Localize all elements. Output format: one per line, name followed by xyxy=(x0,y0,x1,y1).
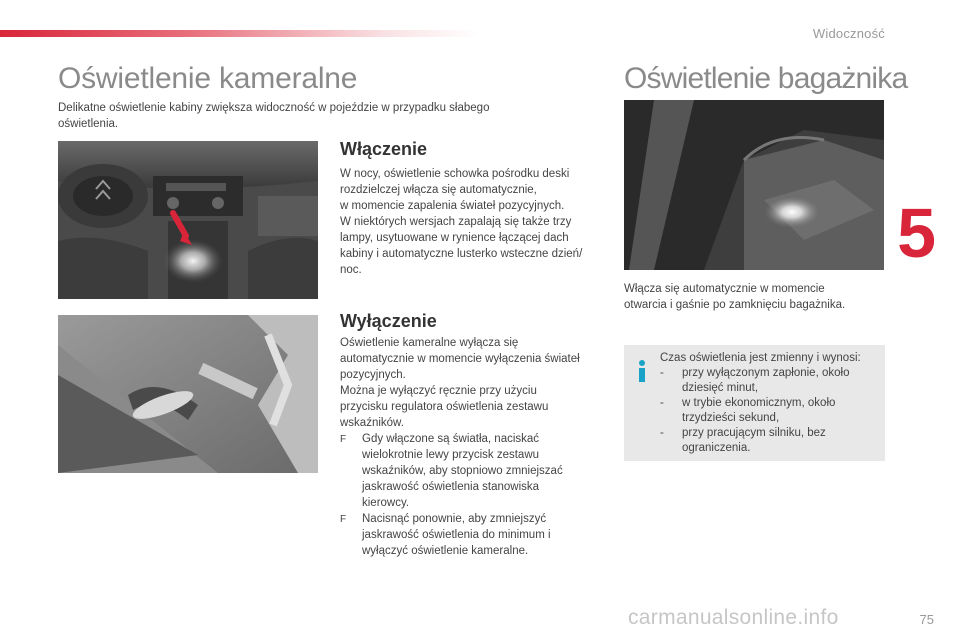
text-line: wskaźników, aby stopniowo zmniejszać xyxy=(362,465,563,477)
dash-mark: - xyxy=(660,397,664,409)
cabin-light-title: Oświetlenie kameralne xyxy=(58,62,358,95)
text-line: ograniczenia. xyxy=(682,442,751,454)
info-content xyxy=(660,351,880,456)
text-line: trzydzieści sekund, xyxy=(682,412,780,424)
text-line: wskaźników. xyxy=(340,417,404,429)
bullet-mark: F xyxy=(340,514,347,525)
dash-mark: - xyxy=(660,367,664,379)
text-line: Gdy włączone są światła, naciskać xyxy=(362,433,540,445)
switch-on-text xyxy=(340,166,610,278)
chapter-number: 5 xyxy=(897,194,936,272)
info-item xyxy=(660,426,880,456)
dashboard-photo xyxy=(58,141,318,299)
text-line: W niektórych wersjach zapalają się także trzy xyxy=(340,216,572,228)
text-line: Można je wyłączyć ręcznie przy użyciu xyxy=(340,385,537,397)
page-number: 75 xyxy=(919,612,934,627)
text-line: automatycznie w momencie wyłączenia świateł xyxy=(340,353,580,365)
text-line: kierowcy. xyxy=(362,497,410,509)
text-line: pozycyjnych. xyxy=(340,369,406,381)
text-line: kabiny i automatyczne lusterko wsteczne dzień/ xyxy=(340,248,583,260)
text-line: jaskrawość oświetlenia stanowiska xyxy=(362,481,540,493)
text-line: jaskrawość oświetlenia do minimum i xyxy=(362,529,551,541)
info-icon xyxy=(634,359,650,383)
text-line: dziesięć minut, xyxy=(682,382,759,394)
mirror-photo xyxy=(58,315,318,473)
bullet-item xyxy=(340,511,610,559)
info-item xyxy=(660,396,880,426)
watermark: carmanualsonline.info xyxy=(628,606,839,629)
trunk-light-description xyxy=(624,281,884,313)
text-line: otwarcia i gaśnie po zamknięciu bagażnika. xyxy=(624,299,846,311)
text-line: W nocy, oświetlenie schowka pośrodku deski xyxy=(340,168,570,180)
text-line: przy pracującym silniku, bez xyxy=(682,427,826,439)
header-accent-bar xyxy=(0,30,480,37)
bullet-item xyxy=(340,431,610,511)
cabin-light-intro: Delikatne oświetlenie kabiny zwiększa widoczność w pojeździe w przypadku słabego oświetlenia. xyxy=(58,102,490,130)
trunk-light-title: Oświetlenie bagażnika xyxy=(624,62,908,95)
info-box xyxy=(624,345,885,461)
text-line: w trybie ekonomicznym, około xyxy=(682,397,836,409)
text-line: rozdzielczej włącza się automatycznie, xyxy=(340,184,537,196)
text-line: Oświetlenie kameralne wyłącza się xyxy=(340,337,519,349)
switch-on-heading: Włączenie xyxy=(340,139,428,159)
text-line: Włącza się automatycznie w momencie xyxy=(624,283,825,295)
text-line: przycisku regulatora oświetlenia zestawu xyxy=(340,401,549,413)
trunk-photo xyxy=(624,100,884,270)
text-line: w momencie zapalenia świateł pozycyjnych. xyxy=(340,200,565,212)
switch-off-heading: Wyłączenie xyxy=(340,311,437,331)
info-item xyxy=(660,366,880,396)
text-line: lampy, usytuowane w rynience łączącej dach xyxy=(340,232,569,244)
switch-off-text xyxy=(340,335,610,559)
text-line: noc. xyxy=(340,264,362,276)
text-line: Nacisnąć ponownie, aby zmniejszyć xyxy=(362,513,547,525)
bullet-mark: F xyxy=(340,434,347,445)
text-line: przy wyłączonym zapłonie, około xyxy=(682,367,850,379)
text-line: wyłączyć oświetlenie kameralne. xyxy=(362,545,529,557)
dash-mark: - xyxy=(660,427,664,439)
text-line: wielokrotnie lewy przycisk zestawu xyxy=(362,449,540,461)
info-intro: Czas oświetlenia jest zmienny i wynosi: xyxy=(660,352,861,364)
section-name: Widoczność xyxy=(812,26,885,41)
